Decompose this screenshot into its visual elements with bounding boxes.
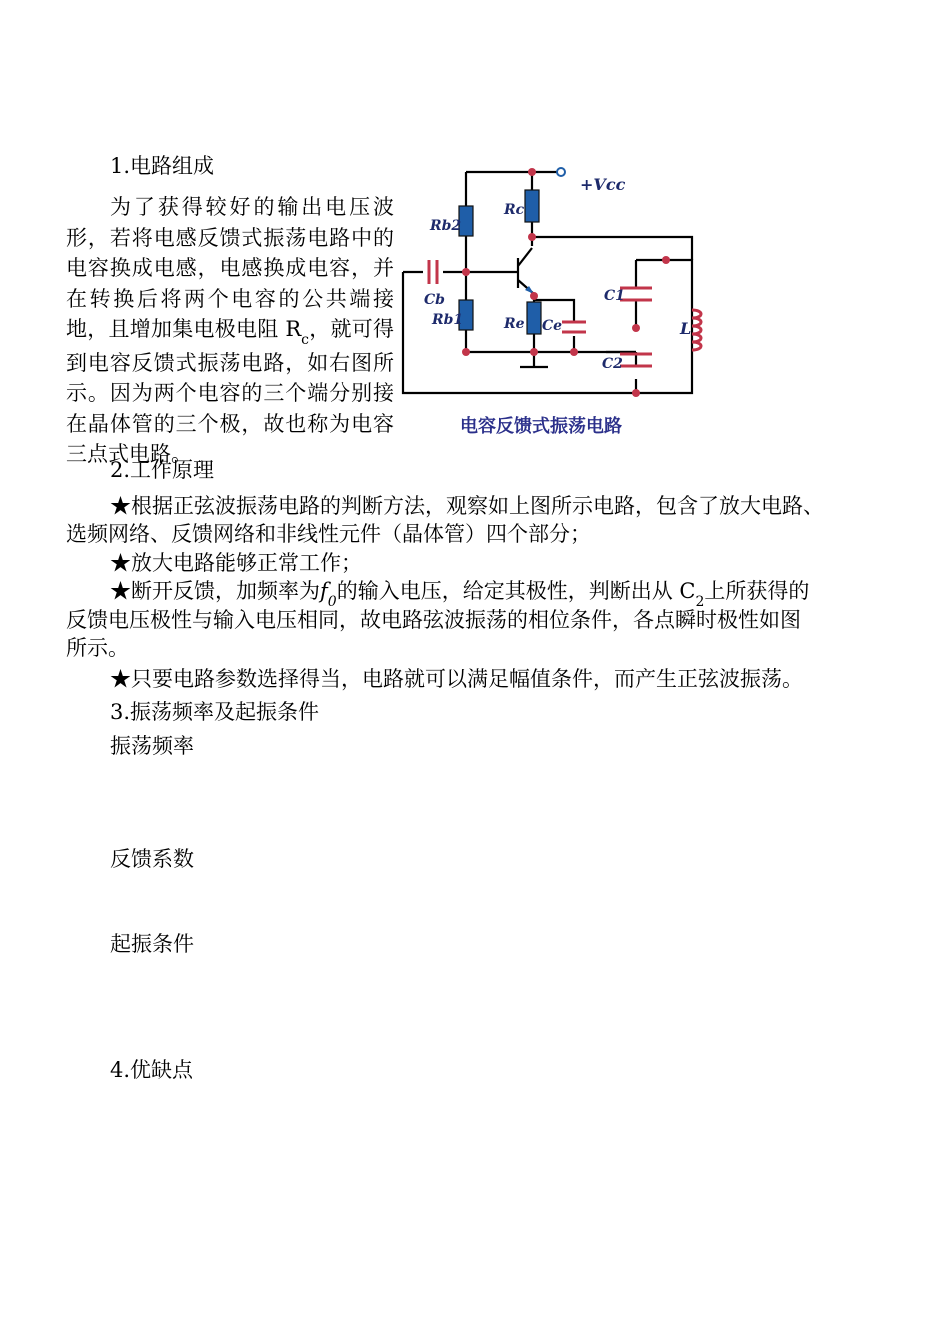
section2-heading: 2.工作原理: [110, 458, 215, 482]
intro-line: 电容换成电感，电感换成电容，并: [66, 256, 394, 280]
principle-p4: ★只要电路参数选择得当，电路就可以满足幅值条件，而产生正弦波振荡。: [110, 667, 803, 691]
intro-line: 到电容反馈式振荡电路，如右图所: [66, 350, 394, 375]
startup-condition-label: 起振条件: [110, 932, 194, 956]
intro-line: 为了获得较好的输出电压波: [110, 195, 394, 219]
principle-p2: ★放大电路能够正常工作；: [110, 551, 362, 575]
rc-label: Rc: [504, 202, 525, 218]
intro-line: 示。因为两个电容的三个端分别接: [66, 381, 394, 405]
vcc-terminal-icon: [557, 168, 565, 176]
rb2-label: Rb2: [430, 218, 462, 234]
section4-heading: 4.优缺点: [110, 1058, 194, 1082]
re-label: Re: [504, 316, 525, 332]
intro-line: 在晶体管的三个极，故也称为电容: [66, 411, 394, 436]
vcc-label: +Vcc: [580, 175, 626, 194]
principle-p1-line2: 选频网络、反馈网络和非线性元件（晶体管）四个部分；: [66, 522, 591, 546]
intro-line: 三点式电路。: [66, 442, 192, 466]
colpitts-circuit-figure: [398, 160, 728, 450]
re-resistor: [527, 302, 541, 334]
principle-p3-line3: 所示。: [66, 636, 129, 660]
intro-line: 形，若将电感反馈式振荡电路中的: [66, 225, 394, 250]
section1-heading: 1.电路组成: [110, 154, 215, 178]
principle-p3-line2: 反馈电压极性与输入电压相同，故电路弦波振荡的相位条件，各点瞬时极性如图: [66, 608, 801, 632]
intro-line-rc: 地，且增加集电极电阻 $R_c$，就可得: [66, 317, 394, 348]
rc-resistor: [525, 190, 539, 222]
c1-label: C1: [604, 288, 625, 304]
intro-line: 在转换后将两个电容的公共端接: [66, 286, 394, 311]
l-label: L: [680, 319, 692, 338]
oscillation-frequency-label: 振荡频率: [110, 734, 194, 758]
intro-paragraph: [66, 192, 394, 470]
circuit-wires: [403, 172, 692, 393]
ce-label: Ce: [542, 318, 563, 334]
principle-p1-line1: ★根据正弦波振荡电路的判断方法，观察如上图所示电路，包含了放大电路、: [110, 494, 824, 518]
junction-dots: [462, 168, 670, 397]
figure-caption: 电容反馈式振荡电路: [460, 416, 622, 437]
feedback-coefficient-label: 反馈系数: [110, 847, 194, 871]
section3-heading: 3.振荡频率及起振条件: [110, 700, 320, 724]
inductor-coil: [692, 310, 701, 350]
c2-label: C2: [602, 356, 623, 372]
principle-p3-line1: ★断开反馈，加频率为$f_0$的输入电压，给定其极性，判断出从 $C_2$上所获得的: [110, 579, 810, 610]
cb-label: Cb: [424, 292, 445, 308]
rb1-label: Rb1: [432, 312, 464, 328]
